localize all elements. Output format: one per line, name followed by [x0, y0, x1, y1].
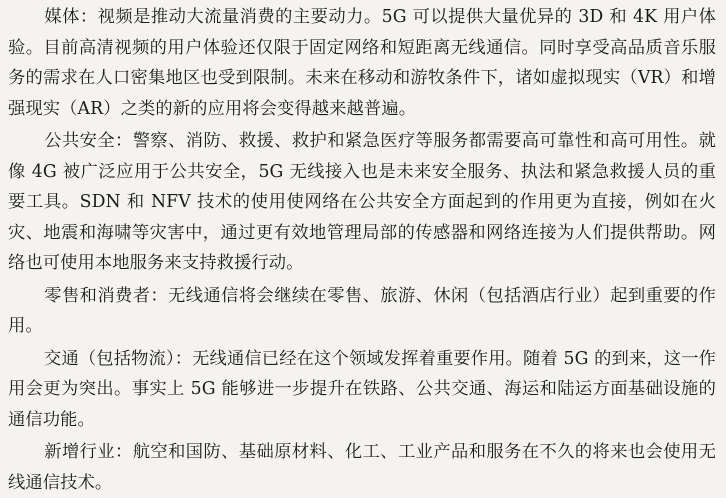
paragraph-retail-consumer	[8, 281, 716, 342]
paragraph-media	[8, 2, 716, 124]
paragraph-public-safety	[8, 126, 716, 279]
paragraph-text: 媒体：视频是推动大流量消费的主要动力。5G 可以提供大量优异的 3D 和 4K 用户体验。目前高清视频的用户体验还仅限于固定网络和短距离无线通信。同时享受高品质音乐服务的需求在人口密集地区也受到限制。未来在移动和游牧条件下，诸如虚拟现实（VR）和增强现实（AR）之类的新的应用将会变得越来越普遍。	[8, 7, 716, 119]
paragraph-text: 零售和消费者：无线通信将会继续在零售、旅游、休闲（包括酒店行业）起到重要的作用。	[8, 285, 716, 336]
paragraph-new-industries	[8, 437, 716, 498]
paragraph-transport	[8, 344, 716, 436]
paragraph-text: 新增行业：航空和国防、基础原材料、化工、工业产品和服务在不久的将来也会使用无线通信技术。	[8, 442, 716, 493]
paragraph-text: 公共安全：警察、消防、救援、救护和紧急医疗等服务都需要高可靠性和高可用性。就像 4G 被广泛应用于公共安全，5G 无线接入也是未来安全服务、执法和紧急救援人员的重要工具。SDN 和 NFV 技术的使用使网络在公共安全方面起到的作用更为直接，例如在火灾、地震和海啸等灾害中，通过更有效地管理局部的传感器和网络连接为人们提供帮助。网络也可使用本地服务来支持救援行动。	[8, 131, 716, 273]
paragraph-text: 交通（包括物流）：无线通信已经在这个领域发挥着重要作用。随着 5G 的到来，这一作用会更为突出。事实上 5G 能够进一步提升在铁路、公共交通、海运和陆运方面基础设施的通信功能。	[8, 348, 716, 430]
